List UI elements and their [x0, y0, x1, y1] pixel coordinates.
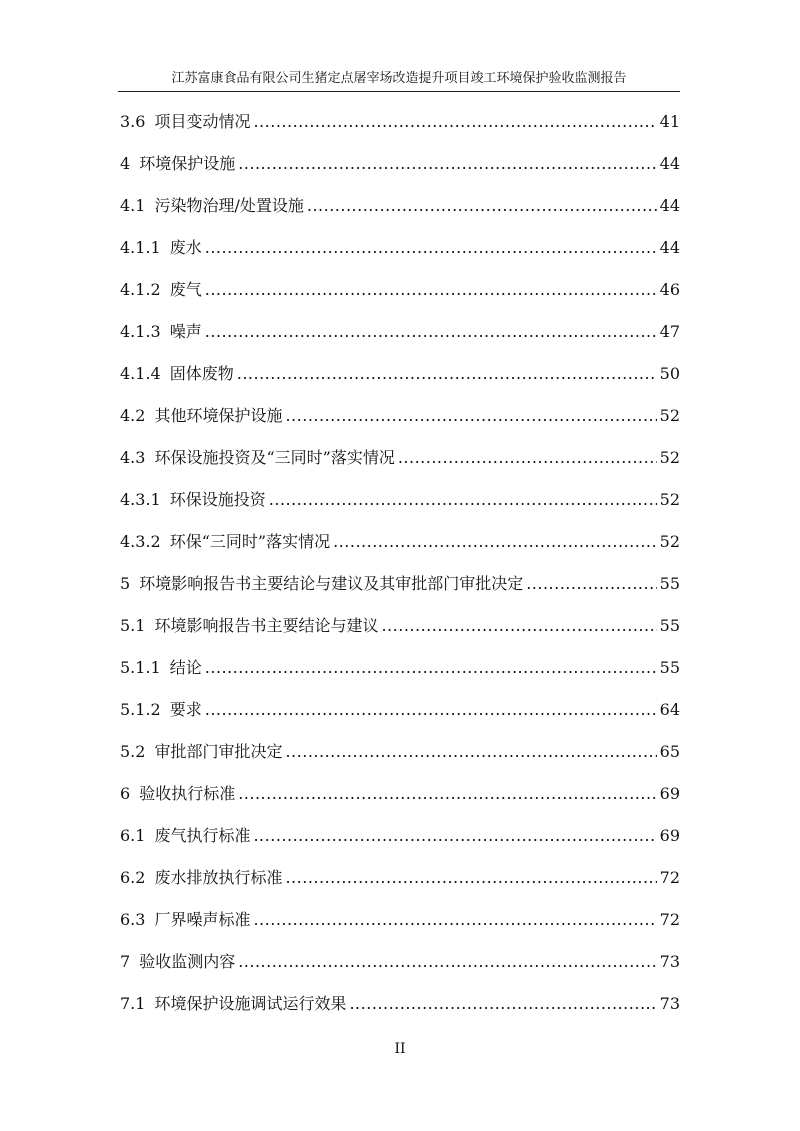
toc-entry-number: 4.1: [120, 196, 146, 215]
toc-entry-label: [120, 731, 282, 773]
toc-leader-dots: [307, 185, 657, 227]
toc-entry[interactable]: [120, 857, 680, 899]
toc-entry-page: 73: [659, 994, 680, 1013]
toc-leader-dots: [269, 479, 657, 521]
toc-entry-number: 6.3: [120, 910, 146, 929]
toc-entry-title: 废气: [169, 280, 202, 299]
toc-entry-label: [120, 521, 330, 563]
toc-leader-dots: [285, 857, 656, 899]
toc-entry-page: 69: [659, 826, 680, 845]
toc-entry-label: [120, 395, 282, 437]
toc-entry-number: 4.3.2: [120, 532, 161, 551]
toc-entry-page: 55: [659, 616, 680, 635]
toc-leader-dots: [349, 983, 656, 1025]
toc-entry-title: 环保设施投资: [169, 490, 266, 509]
toc-entry[interactable]: [120, 647, 680, 689]
toc-entry-label: [120, 101, 250, 143]
toc-entry[interactable]: [120, 437, 680, 479]
toc-entry-page: 69: [659, 784, 680, 803]
toc-entry-title: 验收监测内容: [139, 952, 236, 971]
toc-entry-title: 环保设施投资及“三同时”落实情况: [154, 448, 395, 467]
toc-entry[interactable]: [120, 479, 680, 521]
toc-entry-label: [120, 983, 346, 1025]
toc-entry-label: [120, 227, 202, 269]
toc-entry-title: 环境影响报告书主要结论与建议及其审批部门审批决定: [139, 574, 524, 593]
toc-leader-dots: [381, 605, 656, 647]
toc-entry-number: 6.1: [120, 826, 146, 845]
toc-entry-title: 结论: [169, 658, 202, 677]
toc-entry-title: 要求: [169, 700, 202, 719]
toc-leader-dots: [205, 227, 657, 269]
running-header: 江苏富康食品有限公司生猪定点屠宰场改造提升项目竣工环境保护验收监测报告: [171, 71, 627, 86]
toc-entry[interactable]: [120, 353, 680, 395]
toc-entry-page: 50: [659, 364, 680, 383]
toc-leader-dots: [238, 941, 656, 983]
toc-entry-number: 4.2: [120, 406, 146, 425]
toc-entry[interactable]: [120, 521, 680, 563]
toc-entry-title: 厂界噪声标准: [154, 910, 251, 929]
toc-leader-dots: [285, 395, 656, 437]
toc-leader-dots: [253, 899, 656, 941]
toc-leader-dots: [238, 143, 656, 185]
page-number: II: [394, 1041, 406, 1057]
toc-leader-dots: [253, 815, 656, 857]
toc-leader-dots: [253, 101, 656, 143]
toc-leader-dots: [205, 647, 657, 689]
toc-entry-label: [120, 773, 235, 815]
toc-entry-title: 废气执行标准: [154, 826, 251, 845]
toc-entry-label: [120, 941, 235, 983]
toc-entry[interactable]: [120, 227, 680, 269]
toc-entry-label: [120, 269, 202, 311]
toc-entry-title: 环境保护设施调试运行效果: [154, 994, 347, 1013]
toc-entry-label: [120, 143, 235, 185]
toc-entry-page: 64: [659, 700, 680, 719]
toc-entry[interactable]: [120, 815, 680, 857]
toc-entry-page: 41: [659, 112, 680, 131]
toc-entry-page: 65: [659, 742, 680, 761]
toc-entry-number: 5.1.1: [120, 658, 161, 677]
toc-entry-number: 4.1.2: [120, 280, 161, 299]
toc-entry-number: 6.2: [120, 868, 146, 887]
toc-leader-dots: [333, 521, 657, 563]
toc-entry-page: 44: [659, 154, 680, 173]
toc-entry[interactable]: [120, 689, 680, 731]
toc-entry-number: 4.3.1: [120, 490, 161, 509]
table-of-contents: [120, 101, 680, 1025]
toc-entry-title: 项目变动情况: [154, 112, 251, 131]
toc-entry-page: 46: [659, 280, 680, 299]
toc-entry-page: 72: [659, 910, 680, 929]
toc-leader-dots: [237, 353, 657, 395]
toc-entry-title: 验收执行标准: [139, 784, 236, 803]
toc-entry-number: 7.1: [120, 994, 146, 1013]
toc-entry-label: [120, 857, 282, 899]
toc-entry-number: 4: [120, 154, 131, 173]
toc-entry-page: 55: [659, 574, 680, 593]
toc-entry-page: 52: [659, 532, 680, 551]
toc-entry[interactable]: [120, 731, 680, 773]
toc-entry-number: 4.1.3: [120, 322, 161, 341]
toc-entry[interactable]: [120, 773, 680, 815]
toc-entry-label: [120, 689, 202, 731]
toc-entry-number: 5: [120, 574, 131, 593]
toc-leader-dots: [526, 563, 656, 605]
toc-entry-page: 52: [659, 448, 680, 467]
toc-entry-label: [120, 605, 378, 647]
toc-entry-page: 73: [659, 952, 680, 971]
toc-entry-label: [120, 899, 250, 941]
toc-entry-page: 72: [659, 868, 680, 887]
toc-entry-label: [120, 815, 250, 857]
toc-entry-label: [120, 647, 202, 689]
toc-entry[interactable]: [120, 143, 680, 185]
toc-entry-title: 环境影响报告书主要结论与建议: [154, 616, 379, 635]
toc-leader-dots: [238, 773, 656, 815]
toc-entry-number: 4.1.4: [120, 364, 161, 383]
toc-entry-title: 废水: [169, 238, 202, 257]
toc-entry-title: 噪声: [169, 322, 202, 341]
toc-entry[interactable]: [120, 185, 680, 227]
toc-entry-number: 7: [120, 952, 131, 971]
toc-entry-page: 52: [659, 406, 680, 425]
toc-entry[interactable]: [120, 563, 680, 605]
toc-entry[interactable]: [120, 395, 680, 437]
toc-entry-label: [120, 353, 234, 395]
toc-entry[interactable]: [120, 311, 680, 353]
toc-entry-page: 44: [659, 196, 680, 215]
toc-entry-page: 44: [659, 238, 680, 257]
toc-entry-title: 污染物治理/处置设施: [154, 196, 304, 215]
toc-entry-title: 环保“三同时”落实情况: [169, 532, 331, 551]
toc-entry-label: [120, 437, 395, 479]
toc-leader-dots: [205, 269, 657, 311]
toc-entry-label: [120, 479, 266, 521]
toc-leader-dots: [205, 311, 657, 353]
toc-entry[interactable]: [120, 605, 680, 647]
toc-entry-label: [120, 185, 304, 227]
toc-entry[interactable]: [120, 101, 680, 143]
header-divider: [118, 91, 680, 92]
toc-entry-title: 其他环境保护设施: [154, 406, 283, 425]
toc-entry-page: 52: [659, 490, 680, 509]
toc-leader-dots: [285, 731, 656, 773]
toc-entry-page: 55: [659, 658, 680, 677]
toc-entry-title: 环境保护设施: [139, 154, 236, 173]
toc-entry-page: 47: [659, 322, 680, 341]
toc-entry-title: 废水排放执行标准: [154, 868, 283, 887]
toc-entry[interactable]: [120, 941, 680, 983]
toc-entry-label: [120, 311, 202, 353]
toc-entry-number: 5.2: [120, 742, 146, 761]
toc-entry-number: 5.1: [120, 616, 146, 635]
toc-entry-number: 4.1.1: [120, 238, 161, 257]
toc-leader-dots: [398, 437, 657, 479]
toc-entry-number: 3.6: [120, 112, 146, 131]
toc-entry-number: 5.1.2: [120, 700, 161, 719]
toc-entry-title: 审批部门审批决定: [154, 742, 283, 761]
toc-entry-label: [120, 563, 523, 605]
toc-entry-number: 6: [120, 784, 131, 803]
toc-entry-title: 固体废物: [169, 364, 234, 383]
toc-leader-dots: [205, 689, 657, 731]
toc-entry[interactable]: [120, 899, 680, 941]
toc-entry[interactable]: [120, 983, 680, 1025]
toc-entry[interactable]: [120, 269, 680, 311]
toc-entry-number: 4.3: [120, 448, 146, 467]
